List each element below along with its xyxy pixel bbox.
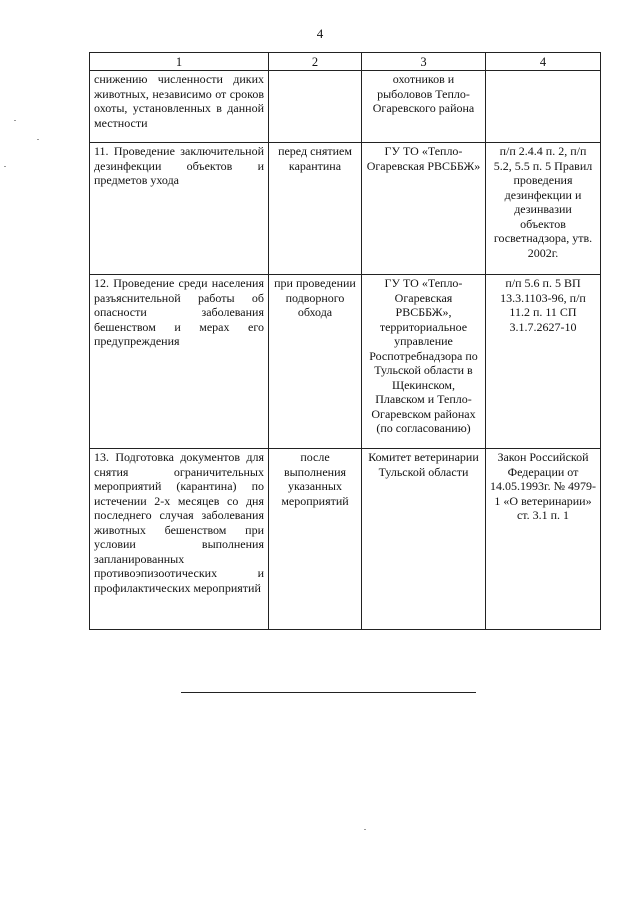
column-header-4: 4 xyxy=(486,53,601,71)
column-header-1: 1 xyxy=(90,53,269,71)
closing-rule xyxy=(181,692,476,693)
timing-cell: после выполнения указанных мероприятий xyxy=(269,449,362,630)
scan-speck xyxy=(4,166,6,167)
measures-table xyxy=(89,52,601,630)
scan-speck xyxy=(37,139,39,140)
table-row xyxy=(90,143,601,275)
column-header-2: 2 xyxy=(269,53,362,71)
responsible-cell: Комитет ветеринарии Тульской области xyxy=(362,449,486,630)
table-header xyxy=(90,53,601,71)
measure-cell: снижению численности диких животных, независимо от сроков охоты, установленных в данной местности xyxy=(90,71,269,143)
responsible-cell: охотников и рыболовов Тепло-Огаревского района xyxy=(362,71,486,143)
responsible-cell: ГУ ТО «Тепло-Огаревская РВСББЖ», территориальное управление Роспотребнадзора по Тульской области в Щекинском, Плавском и Тепло-Огаревском районах (по согласованию) xyxy=(362,275,486,449)
table-row xyxy=(90,449,601,630)
measure-cell: 11. Проведение заключительной дезинфекции объектов и предметов ухода xyxy=(90,143,269,275)
legal-basis-cell: п/п 5.6 п. 5 ВП 13.3.1103-96, п/п 11.2 п. 11 СП 3.1.7.2627-10 xyxy=(486,275,601,449)
page-number: 4 xyxy=(316,26,324,41)
timing-cell: перед снятием карантина xyxy=(269,143,362,275)
legal-basis-cell: п/п 2.4.4 п. 2, п/п 5.2, 5.5 п. 5 Правил проведения дезинфекции и дезинвазии объектов госветнадзора, утв. 2002г. xyxy=(486,143,601,275)
responsible-cell: ГУ ТО «Тепло-Огаревская РВСББЖ» xyxy=(362,143,486,275)
table-row xyxy=(90,275,601,449)
timing-cell: при проведении подворного обхода xyxy=(269,275,362,449)
table-row xyxy=(90,71,601,143)
scan-speck xyxy=(364,829,366,830)
legal-basis-cell xyxy=(486,71,601,143)
measure-cell: 12. Проведение среди населения разъяснительной работы об опасности заболевания бешенством и мерах его предупреждения xyxy=(90,275,269,449)
column-header-3: 3 xyxy=(362,53,486,71)
scan-speck xyxy=(14,120,16,121)
legal-basis-cell: Закон Российской Федерации от 14.05.1993г. № 4979-1 «О ветеринарии» ст. 3.1 п. 1 xyxy=(486,449,601,630)
timing-cell xyxy=(269,71,362,143)
measure-cell: 13. Подготовка документов для снятия ограничительных мероприятий (карантина) по истечении 2-х месяцев со дня последнего случая заболевания животных бешенством при условии выполнения запланированных противоэпизоотических и профилактических мероприятий xyxy=(90,449,269,630)
